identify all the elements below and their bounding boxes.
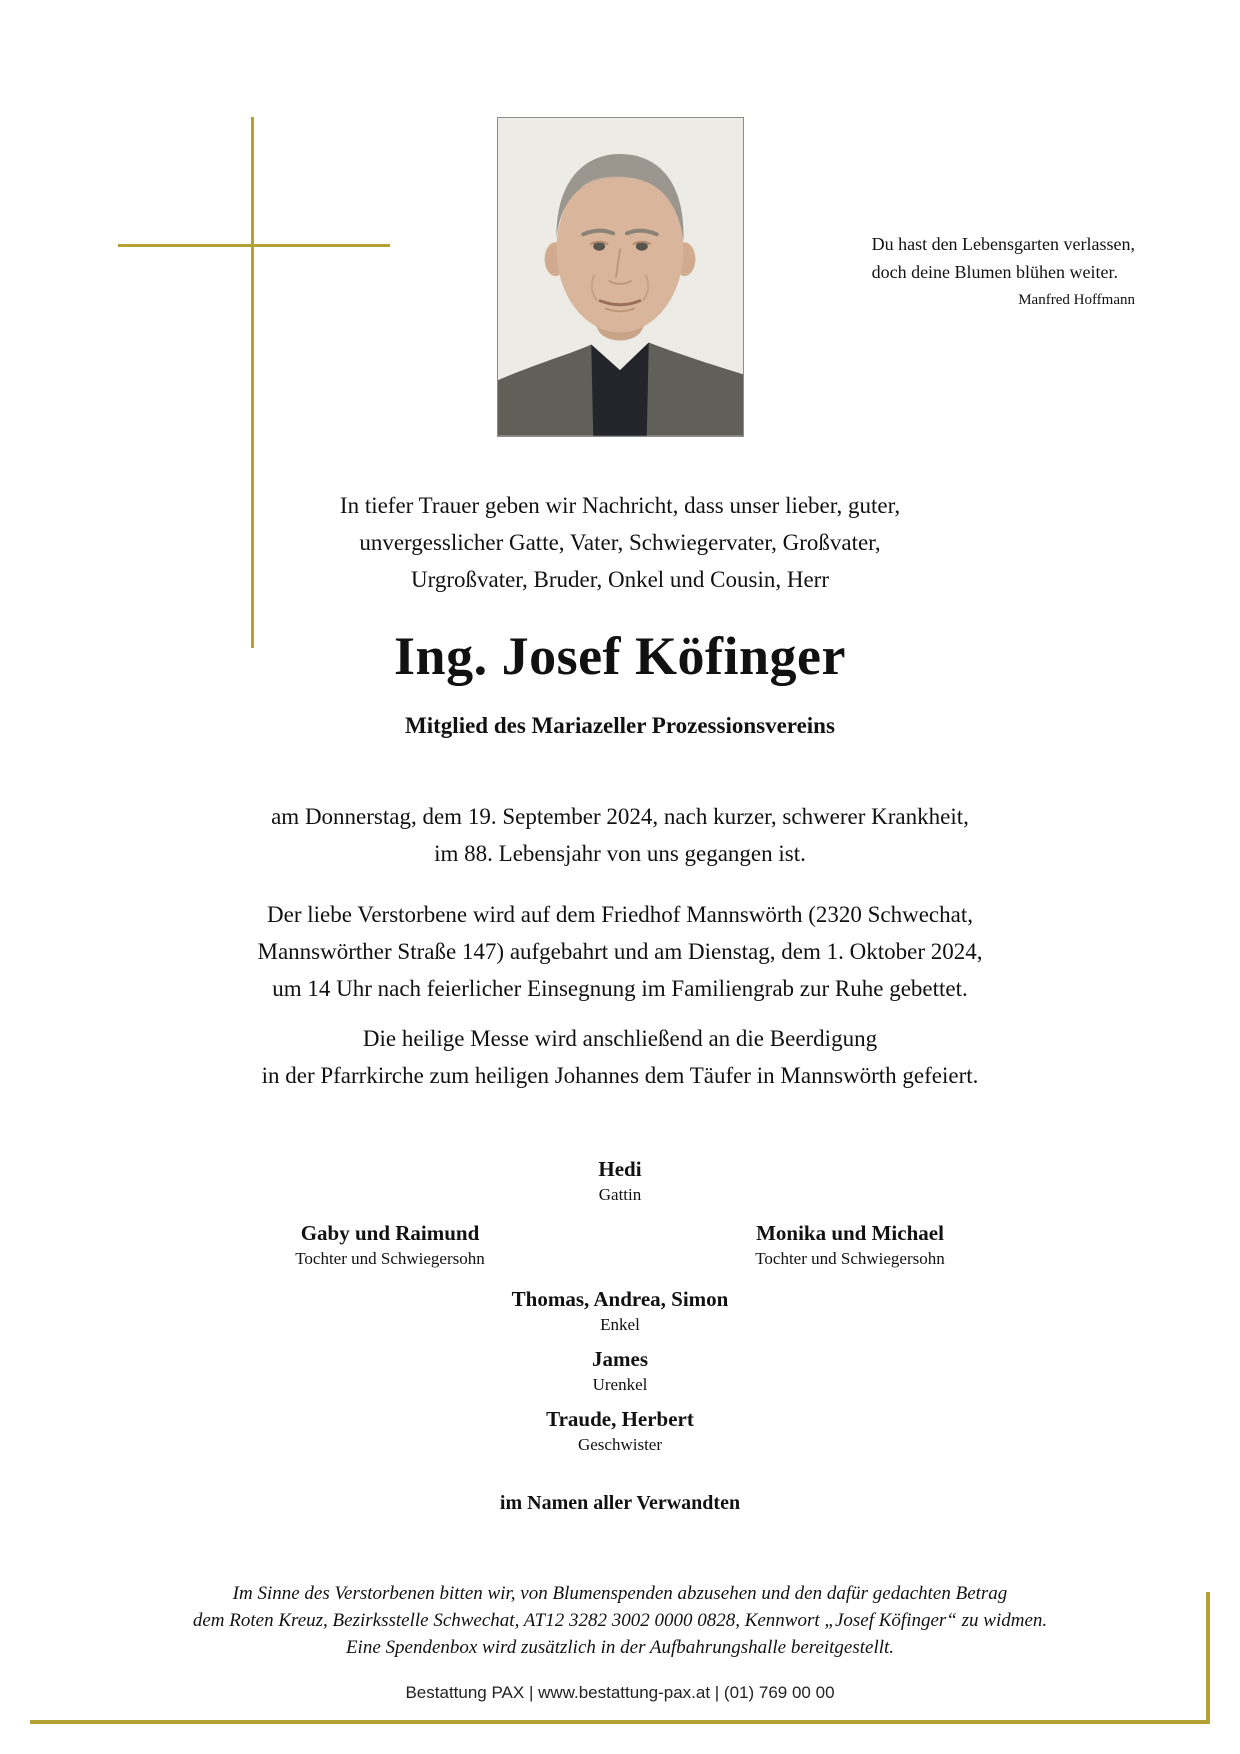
siblings-names: Traude, Herbert — [546, 1407, 694, 1431]
family-entry-grandchildren — [0, 1285, 1240, 1337]
intro-line-2: unvergesslicher Gatte, Vater, Schwiegervater, Großvater, — [359, 530, 881, 555]
funeral-paragraph — [0, 896, 1240, 1007]
funeral-line-1: Der liebe Verstorbene wird auf dem Friedhof Mannswörth (2320 Schwechat, — [267, 902, 973, 927]
passing-line-1: am Donnerstag, dem 19. September 2024, nach kurzer, schwerer Krankheit, — [271, 804, 969, 829]
daughter-left-relation: Tochter und Schwiegersohn — [295, 1249, 485, 1268]
funeral-line-3: um 14 Uhr nach feierlicher Einsegnung im Familiengrab zur Ruhe gebettet. — [272, 976, 968, 1001]
gold-corner-vertical-line — [1206, 1592, 1210, 1724]
family-closing: im Namen aller Verwandten — [499, 1492, 741, 1514]
intro-line-1: In tiefer Trauer geben wir Nachricht, dass unser lieber, guter, — [339, 493, 901, 518]
gold-bottom-line — [30, 1720, 1210, 1724]
mass-line-2: in der Pfarrkirche zum heiligen Johannes dem Täufer in Mannswörth gefeiert. — [261, 1063, 979, 1088]
funeral-line-2: Mannswörther Straße 147) aufgebahrt und am Dienstag, dem 1. Oktober 2024, — [257, 939, 983, 964]
greatgrandchild-relation: Urenkel — [592, 1375, 648, 1394]
passing-line-2: im 88. Lebensjahr von uns gegangen ist. — [434, 841, 806, 866]
donation-line-2: dem Roten Kreuz, Bezirksstelle Schwechat, AT12 3282 3002 0000 0828, Kennwort „Josef Köfinger“ zu widmen. — [192, 1610, 1048, 1631]
quote-line-1: Du hast den Lebensgarten verlassen, — [871, 234, 1135, 254]
intro-line-3: Urgroßvater, Bruder, Onkel und Cousin, Herr — [410, 567, 830, 592]
family-entry-greatgrandchild — [0, 1345, 1240, 1397]
family-column-right — [620, 1219, 1080, 1271]
cross-horizontal-bar — [118, 244, 390, 247]
mass-paragraph — [0, 1020, 1240, 1094]
donation-note — [0, 1580, 1240, 1661]
quote-attribution: Manfred Hoffmann — [1018, 292, 1135, 308]
membership-subtitle: Mitglied des Mariazeller Prozessionsvereins — [405, 713, 835, 738]
memorial-quote — [872, 230, 1135, 312]
family-section — [0, 1155, 1240, 1517]
portrait-photo — [497, 117, 744, 437]
intro-paragraph — [0, 487, 1240, 598]
passing-paragraph — [0, 798, 1240, 872]
grandchildren-names: Thomas, Andrea, Simon — [511, 1287, 729, 1311]
spouse-relation: Gattin — [598, 1185, 642, 1204]
funeral-home-footer: Bestattung PAX | www.bestattung-pax.at | (01) 769 00 00 — [405, 1683, 835, 1702]
daughter-left-names: Gaby und Raimund — [300, 1221, 480, 1245]
deceased-name: Ing. Josef Köfinger — [394, 626, 846, 686]
spouse-name: Hedi — [598, 1157, 642, 1181]
siblings-relation: Geschwister — [577, 1435, 663, 1454]
donation-line-1: Im Sinne des Verstorbenen bitten wir, von Blumenspenden abzusehen und den dafür gedachten Betrag — [232, 1583, 1008, 1604]
family-columns-row — [160, 1219, 1080, 1271]
daughter-right-names: Monika und Michael — [756, 1221, 944, 1245]
grandchildren-relation: Enkel — [600, 1315, 640, 1334]
portrait-illustration — [498, 118, 743, 436]
greatgrandchild-names: James — [592, 1347, 648, 1371]
quote-line-2: doch deine Blumen blühen weiter. — [871, 262, 1119, 282]
daughter-right-relation: Tochter und Schwiegersohn — [755, 1249, 945, 1268]
family-column-left — [160, 1219, 620, 1271]
donation-line-3: Eine Spendenbox wird zusätzlich in der Aufbahrungshalle bereitgestellt. — [345, 1637, 895, 1658]
mass-line-1: Die heilige Messe wird anschließend an die Beerdigung — [362, 1026, 878, 1051]
family-entry-siblings — [0, 1405, 1240, 1457]
